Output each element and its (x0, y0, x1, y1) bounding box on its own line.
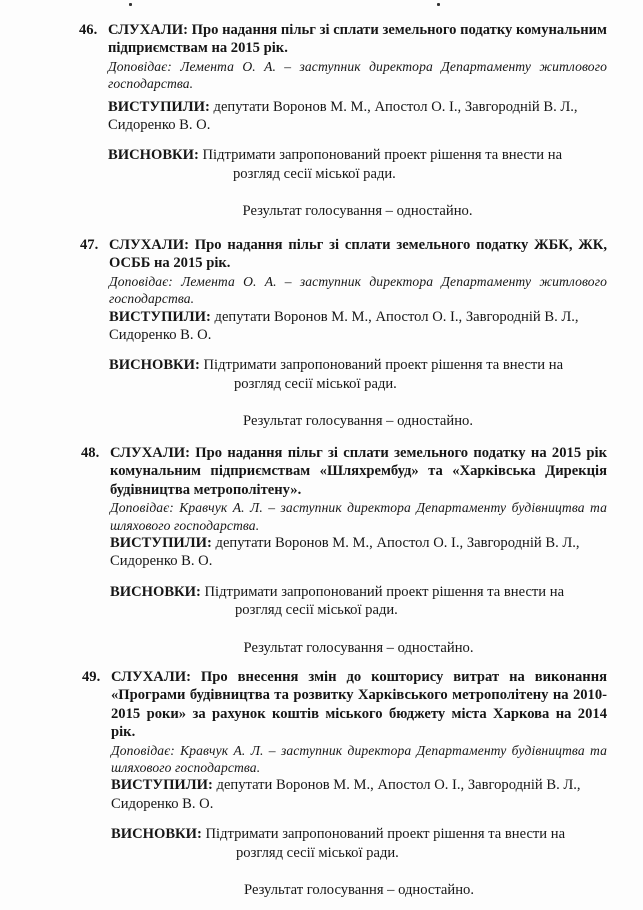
item-number: 47. (80, 237, 99, 253)
scan-mark (129, 3, 132, 6)
conclusions-label: ВИСНОВКИ: (110, 583, 201, 600)
conclusion-line-1: Підтримати запропонований проект рішення та внести на (202, 147, 563, 164)
reporter-text: Лемента О. А. – заступник директора Департаменту житлового господарства. (108, 58, 608, 92)
conclusion-line-2: розгляд сесії міської ради. (233, 165, 396, 182)
reporter-label: Доповідає: (110, 500, 174, 516)
item-number: 48. (81, 445, 100, 461)
item-number: 46. (79, 22, 98, 38)
reporter-text: Кравчук А. Л. – заступник директора Департаменту будівництва та шляхового господарства. (110, 500, 608, 533)
conclusions (81, 583, 607, 620)
speakers-text: депутати Воронов М. М., Апостол О. І., Завгородній В. Л., Сидоренко В. О. (110, 535, 580, 570)
reporter-label: Доповідає: (111, 742, 175, 758)
speakers-text: депутати Воронов М. М., Апостол О. І., Завгородній В. Л., Сидоренко В. О. (108, 98, 578, 134)
speakers-text: депутати Воронов М. М., Апостол О. І., Завгородній В. Л., Сидоренко В. О. (111, 777, 581, 812)
conclusion-line-1: Підтримати запропонований проект рішення та внести на (205, 826, 566, 843)
conclusion-line-2: розгляд сесії міської ради. (235, 602, 398, 619)
speakers-label: ВИСТУПИЛИ: (109, 308, 211, 325)
heard-text: Про надання пільг зі сплати земельного податку на 2015 рік комунальним підприємствам «Шляхрембуд» та «Харківська Дирекція будівництва метрополітену». (110, 445, 607, 498)
heard-label: СЛУХАЛИ: (109, 237, 189, 253)
conclusion-line-1: Підтримати запропонований проект рішення та внести на (203, 357, 564, 374)
reporter-label: Доповідає: (109, 273, 173, 289)
speakers-line (80, 308, 607, 345)
speakers-line (81, 534, 607, 571)
heard-label: СЛУХАЛИ: (110, 445, 190, 461)
reporter-text: Лемента О. А. – заступник директора Департаменту житлового господарства. (109, 273, 608, 307)
heard-text: Про надання пільг зі сплати земельного податку комунальним підприємствам на 2015 рік. (108, 22, 607, 57)
conclusion-line-2: розгляд сесії міської ради. (236, 844, 399, 861)
conclusion-line-2: розгляд сесії міської ради. (234, 375, 397, 392)
heard-label: СЛУХАЛИ: (108, 22, 188, 38)
item-title (109, 236, 607, 273)
conclusions-label: ВИСНОВКИ: (111, 826, 202, 843)
agenda-item-47 (80, 236, 607, 431)
agenda-item-48 (81, 444, 607, 657)
speakers-label: ВИСТУПИЛИ: (108, 98, 210, 115)
vote-result: Результат голосування – одностайно. (242, 203, 473, 220)
item-number: 49. (82, 669, 101, 685)
speakers-label: ВИСТУПИЛИ: (110, 535, 212, 552)
agenda-item-46 (79, 21, 607, 221)
item-title (108, 21, 607, 58)
conclusions (80, 356, 607, 393)
reporter-label: Доповідає: (108, 58, 172, 74)
heard-label: СЛУХАЛИ: (111, 669, 191, 685)
speakers-text: депутати Воронов М. М., Апостол О. І., Завгородній В. Л., Сидоренко В. О. (109, 308, 579, 344)
reporter-line (81, 499, 607, 534)
speakers-line (82, 776, 607, 813)
conclusions-label: ВИСНОВКИ: (109, 357, 200, 374)
reporter-line (82, 742, 607, 777)
conclusion-line-1: Підтримати запропонований проект рішення та внести на (204, 583, 565, 600)
agenda-item-49 (82, 668, 607, 899)
conclusions (82, 825, 607, 862)
vote-result: Результат голосування – одностайно. (243, 639, 474, 656)
conclusions (79, 146, 607, 183)
vote-result: Результат голосування – одностайно. (243, 413, 473, 430)
conclusions-label: ВИСНОВКИ: (108, 147, 199, 164)
speakers-label: ВИСТУПИЛИ: (111, 777, 213, 794)
item-title (110, 444, 607, 499)
reporter-line (80, 273, 607, 308)
reporter-text: Кравчук А. Л. – заступник директора Департаменту будівництва та шляхового господарства. (111, 742, 607, 776)
heard-text: Про надання пільг зі сплати земельного податку ЖБК, ЖК, ОСББ на 2015 рік. (109, 237, 607, 272)
item-title (111, 668, 607, 742)
speakers-line (79, 98, 607, 135)
reporter-line (79, 58, 607, 93)
vote-result: Результат голосування – одностайно. (244, 882, 474, 899)
scan-mark (437, 3, 440, 6)
heard-text: Про внесення змін до кошторису витрат на виконання «Програми будівництва та розвитку Харківського метрополітену на 2010-2015 роки» за рахунок коштів міського бюджету міста Харкова на 2014 рік. (111, 669, 607, 741)
